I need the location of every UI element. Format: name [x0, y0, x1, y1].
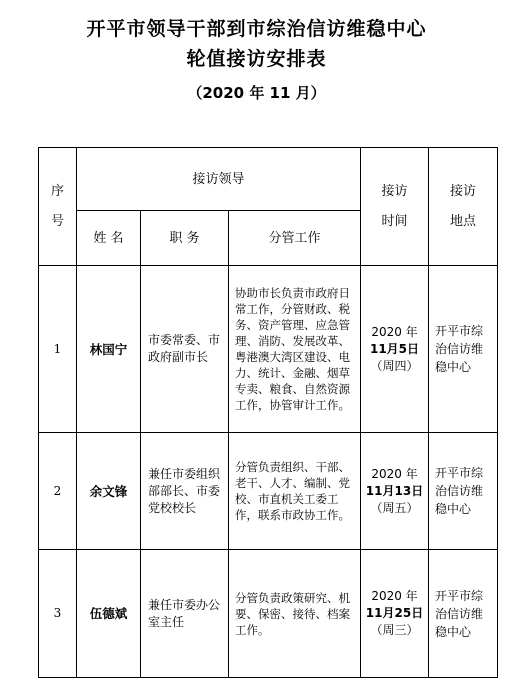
- document-subtitle: 轮值接访安排表: [186, 48, 327, 70]
- row-position: 兼任市委组织 部部长、市委 党校校长: [141, 433, 229, 550]
- row-seq: 1: [39, 266, 77, 433]
- row-position: 兼任市委办公 室主任: [141, 550, 229, 678]
- table-row: [39, 550, 498, 678]
- table-row: [39, 266, 498, 433]
- row-place: 开平市综 治信访维 稳中心: [429, 550, 498, 678]
- header-duty: 分管工作: [229, 211, 361, 266]
- header-seq: 序 号: [39, 148, 77, 266]
- reception-schedule-table: [38, 147, 498, 678]
- row-date: 2020 年 11月5日 （周四）: [361, 266, 429, 433]
- header-row-top: [39, 148, 498, 211]
- row-duty: 分管负责组织、干部、老干、人才、编制、党校、市直机关工委工作，联系市政协工作。: [229, 433, 361, 550]
- table-row: [39, 433, 498, 550]
- row-name: 余文锋: [77, 433, 141, 550]
- document-period: （2020 年 11 月）: [187, 84, 326, 102]
- row-date: 2020 年 11月13日 （周五）: [361, 433, 429, 550]
- row-duty: 分管负责政策研究、机要、保密、接待、档案工作。: [229, 550, 361, 678]
- row-name: 伍德斌: [77, 550, 141, 678]
- header-place: 接访 地点: [429, 148, 498, 266]
- row-seq: 2: [39, 433, 77, 550]
- row-date: 2020 年 11月25日 （周三）: [361, 550, 429, 678]
- row-name: 林国宁: [77, 266, 141, 433]
- row-seq: 3: [39, 550, 77, 678]
- header-time: 接访 时间: [361, 148, 429, 266]
- row-place: 开平市综 治信访维 稳中心: [429, 266, 498, 433]
- document-title: 开平市领导干部到市综治信访维稳中心: [86, 18, 427, 40]
- header-name: 姓 名: [77, 211, 141, 266]
- row-duty: 协助市长负责市政府日常工作，分管财政、税务、资产管理、应急管理、消防、发展改革、粤港澳大湾区建设、电力、统计、金融、烟草专卖、粮食、自然资源工作，协管审计工作。: [229, 266, 361, 433]
- row-position: 市委常委、市 政府副市长: [141, 266, 229, 433]
- row-place: 开平市综 治信访维 稳中心: [429, 433, 498, 550]
- header-position: 职 务: [141, 211, 229, 266]
- header-leader-group: 接访领导: [77, 148, 361, 211]
